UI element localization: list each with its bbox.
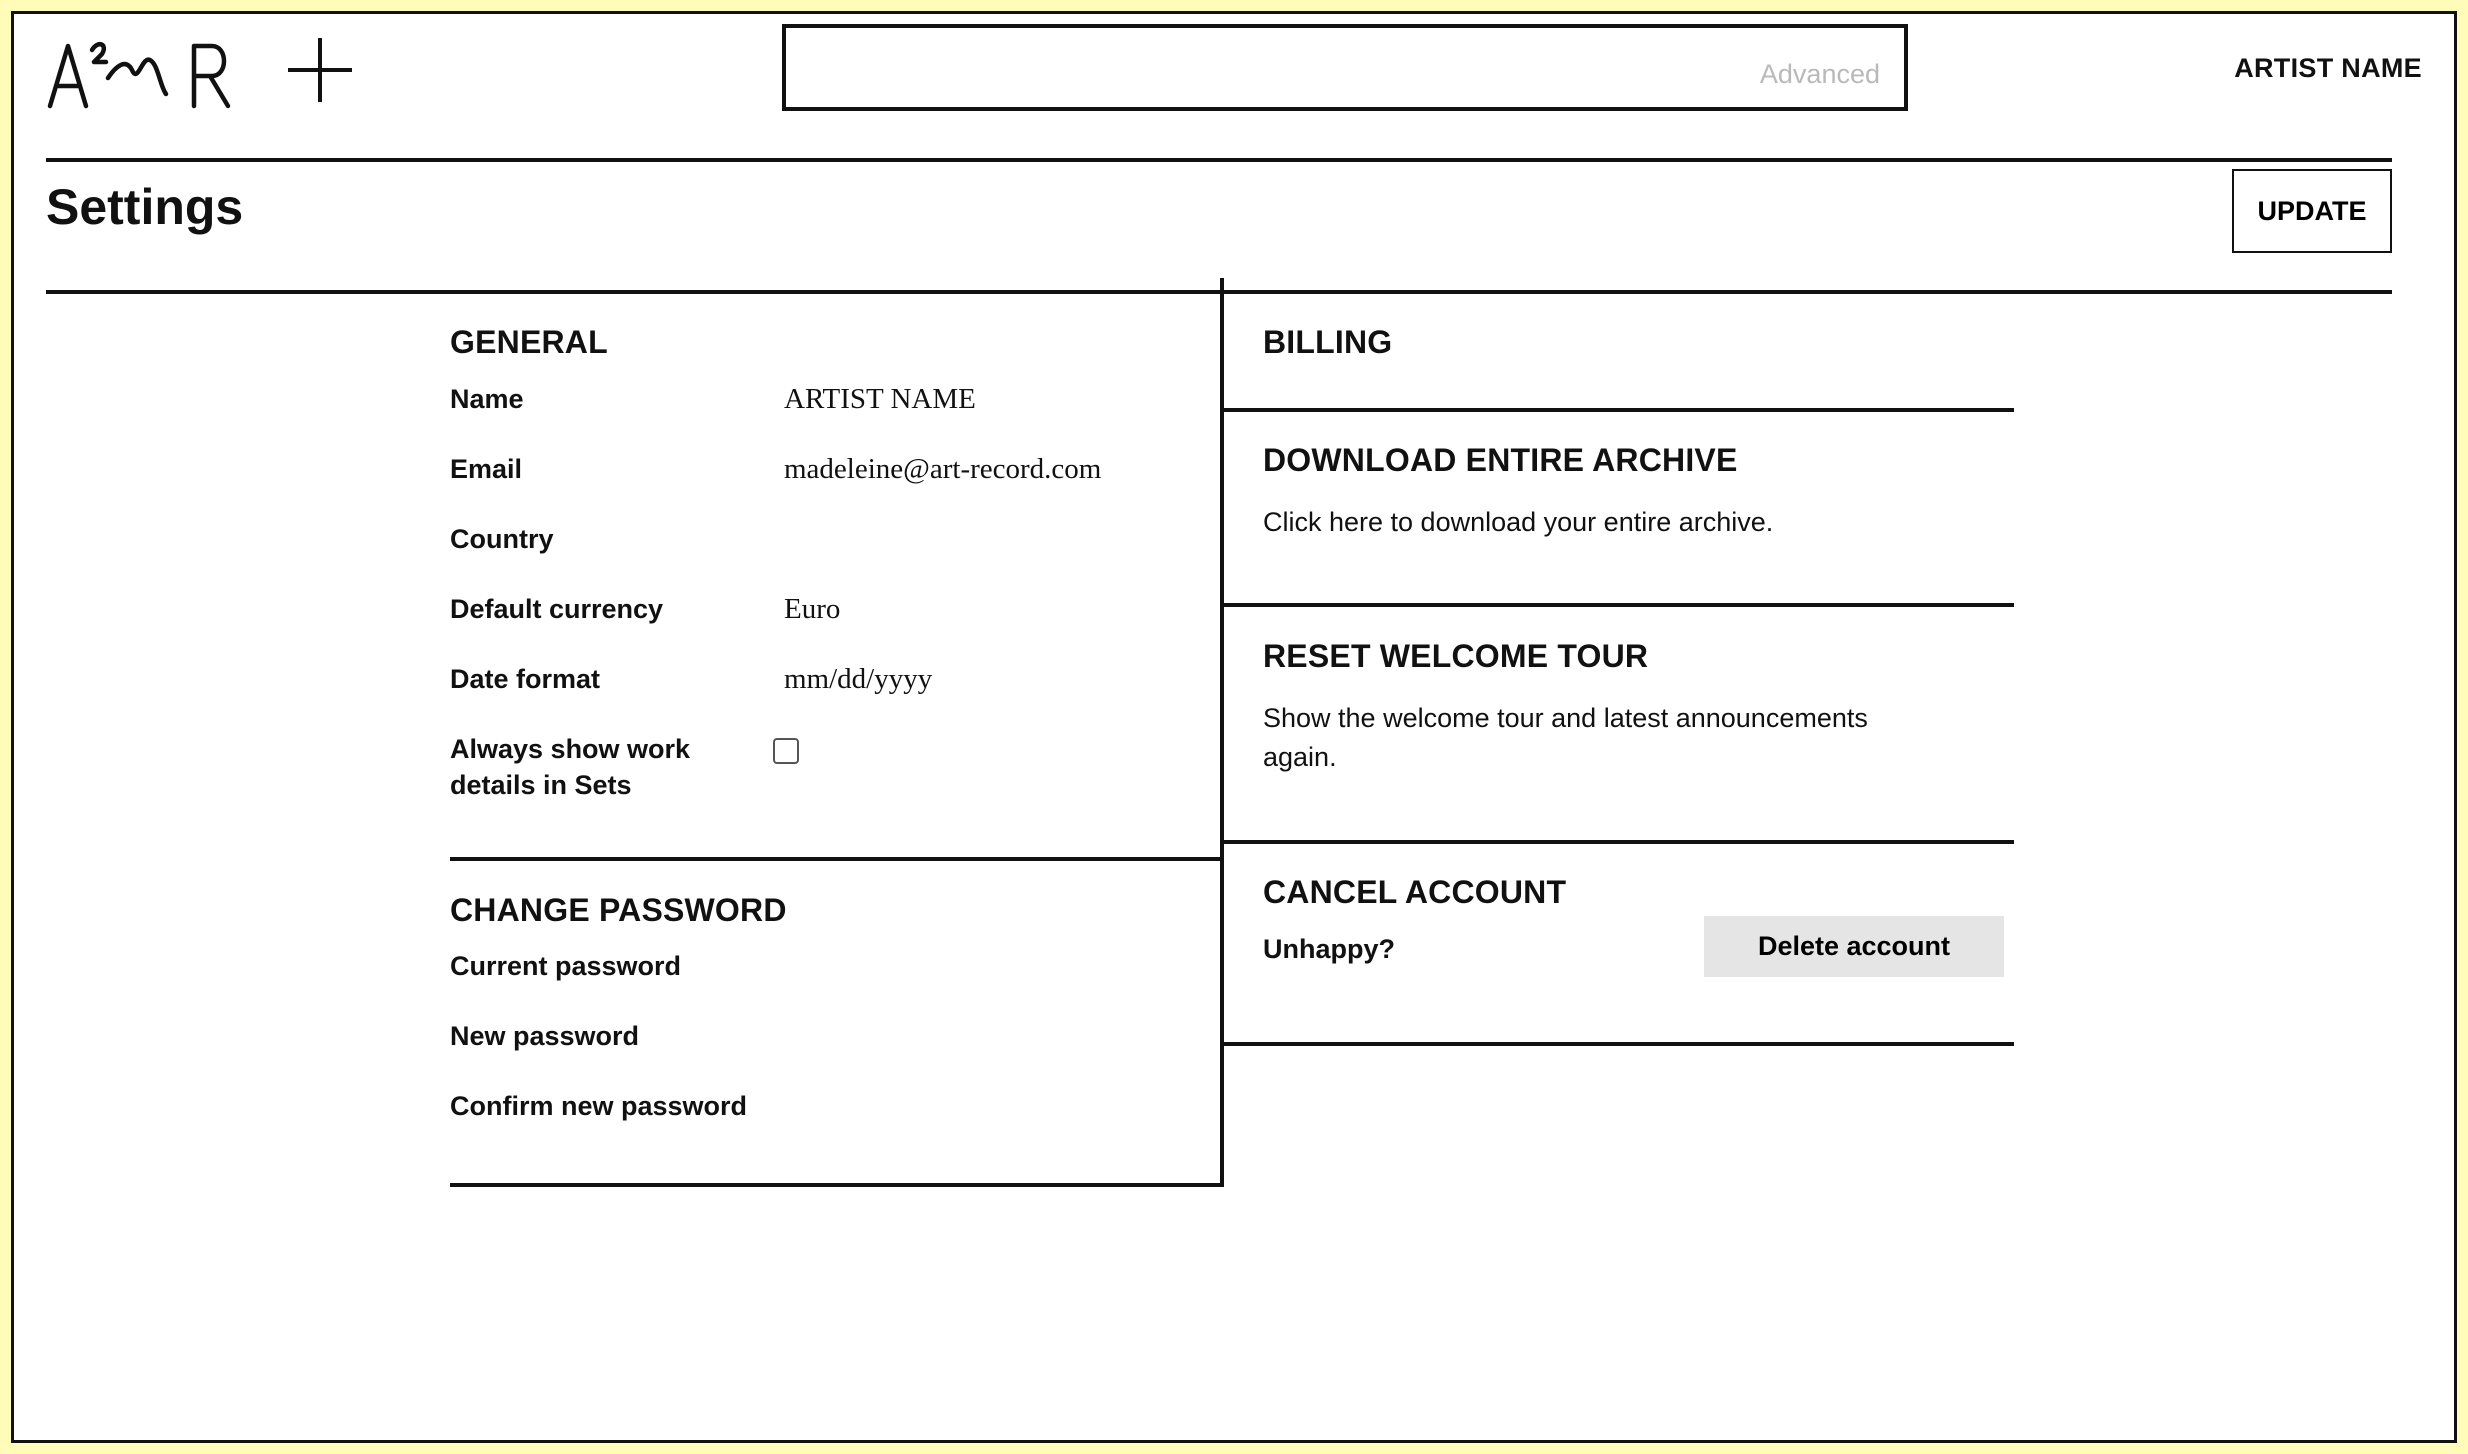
unhappy-label: Unhappy? [1263,934,1395,964]
page-title: Settings [46,179,244,235]
new-password-label[interactable]: New password [450,1021,640,1051]
reset-tour-text-line1[interactable]: Show the welcome tour and latest announcements [1263,703,1868,733]
advanced-search-link[interactable]: Advanced [1759,59,1880,89]
logo[interactable] [46,36,236,116]
show-details-label-line2: details in Sets [450,770,632,800]
reset-tour-text-line2[interactable]: again. [1263,742,1337,772]
currency-label: Default currency [450,594,664,624]
general-divider [450,857,1224,861]
header-divider [46,158,2392,162]
confirm-password-label[interactable]: Confirm new password [450,1091,748,1121]
currency-value[interactable]: Euro [784,593,841,625]
column-divider [1220,278,1224,1186]
change-password-title: CHANGE PASSWORD [450,892,787,928]
user-menu[interactable]: ARTIST NAME [2234,53,2422,83]
update-button[interactable]: UPDATE [2232,169,2392,253]
name-label: Name [450,384,524,414]
date-format-value[interactable]: mm/dd/yyyy [784,663,933,695]
country-value[interactable] [784,523,1184,559]
show-details-checkbox[interactable] [773,738,799,764]
search-bar [782,24,1908,111]
download-archive-title: DOWNLOAD ENTIRE ARCHIVE [1263,442,1738,478]
country-label: Country [450,524,554,554]
cancel-divider [1220,1042,2014,1046]
password-divider [450,1183,1224,1187]
reset-divider [1220,840,2014,844]
download-divider [1220,603,2014,607]
billing-title[interactable]: BILLING [1263,324,1393,360]
show-details-label-line1: Always show work [450,734,691,764]
email-value[interactable]: madeleine@art-record.com [784,453,1102,485]
delete-account-button[interactable]: Delete account [1704,916,2004,977]
reset-tour-title: RESET WELCOME TOUR [1263,638,1649,674]
email-label: Email [450,454,523,484]
current-password-label[interactable]: Current password [450,951,682,981]
billing-divider [1220,408,2014,412]
app-frame [11,11,2457,1443]
date-format-label: Date format [450,664,601,694]
general-title: GENERAL [450,324,608,360]
cancel-account-title: CANCEL ACCOUNT [1263,874,1567,910]
search-input[interactable] [786,28,1904,107]
name-value[interactable]: ARTIST NAME [784,383,976,415]
title-divider [46,290,2392,294]
download-archive-link[interactable]: Click here to download your entire archive. [1263,507,1774,537]
plus-icon[interactable] [284,34,356,106]
